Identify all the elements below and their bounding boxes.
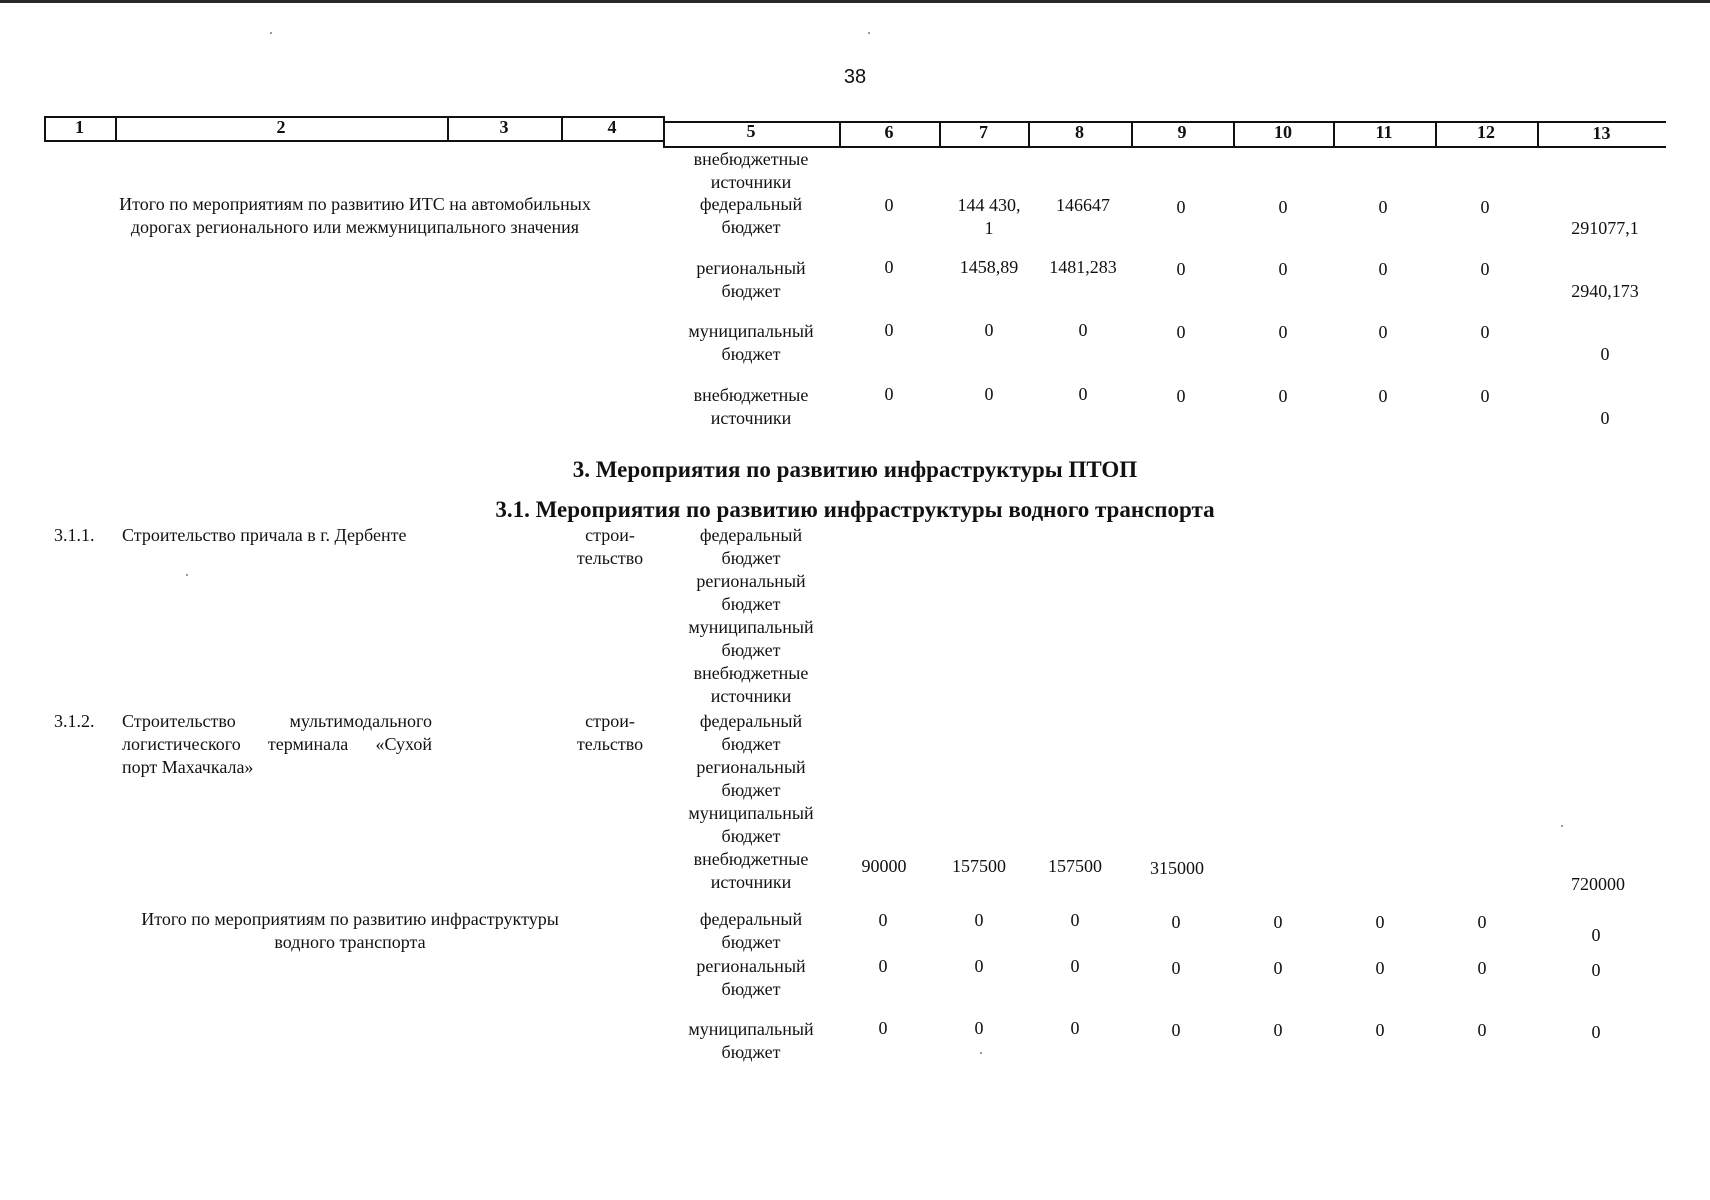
source-label-line: внебюджетные: [693, 385, 809, 405]
value-cell: 0: [1070, 910, 1080, 930]
source-label: [663, 320, 839, 366]
source-label-line: бюджет: [721, 826, 781, 846]
value-cell: 0: [1171, 912, 1181, 932]
value-cell: 0: [1600, 344, 1610, 364]
source-label-line: источники: [710, 872, 792, 892]
value-cell: 1481,283: [1049, 257, 1117, 277]
value-cell: 157500: [952, 856, 1006, 876]
source-label-line: федеральный: [699, 525, 803, 545]
source-label-line: федеральный: [699, 711, 803, 731]
source-label-line: региональный: [696, 956, 806, 976]
item-code: 3.1.1.: [54, 525, 95, 545]
value-cell: 146647: [1056, 195, 1110, 215]
source-list: [663, 710, 839, 894]
header-cell: 11: [1375, 122, 1393, 142]
value-cell: 0: [1176, 259, 1186, 279]
label-line: Итого по мероприятиям по развитию инфраструктуры: [141, 909, 559, 929]
source-label-line: бюджет: [721, 780, 781, 800]
page-number: 38: [843, 66, 867, 88]
item-name: Строительство причала в г. Дербенте: [122, 525, 407, 545]
header-cell: 1: [75, 117, 84, 137]
water-total-label: [90, 908, 610, 954]
source-label-line: бюджет: [721, 344, 781, 364]
section-title: 3. Мероприятия по развитию инфраструктуры ПТОП: [572, 457, 1138, 482]
header-cell: 9: [1177, 122, 1187, 142]
value-cell: 0: [1480, 197, 1490, 217]
value-cell: 0: [878, 910, 888, 930]
source-label: [663, 193, 839, 239]
source-label-line: федеральный: [699, 909, 803, 929]
item-name-line: логистического терминала «Сухой: [122, 734, 432, 754]
source-label-line: бюджет: [721, 281, 781, 301]
item-type-line: тельство: [576, 734, 644, 754]
value-cell: 0: [984, 384, 994, 404]
value-cell: 0: [1477, 912, 1487, 932]
item-code: 3.1.2.: [54, 711, 95, 731]
value-cell: 0: [1171, 958, 1181, 978]
source-label-line: источники: [710, 172, 792, 192]
value-cell: 0: [1171, 1020, 1181, 1040]
source-label: [663, 148, 839, 194]
item-type-line: строи-: [585, 711, 635, 731]
source-label-line: федеральный: [699, 194, 803, 214]
value-cell: 0: [1375, 1020, 1385, 1040]
value-cell: 0: [1375, 912, 1385, 932]
label-line: Итого по мероприятиям по развитию ИТС на автомобильных: [119, 194, 591, 214]
value-cell: 157500: [1048, 856, 1102, 876]
source-label: [663, 257, 839, 303]
source-label-line: муниципальный: [688, 321, 814, 341]
value-cell: 0: [974, 956, 984, 976]
source-label-line: внебюджетные: [693, 663, 809, 683]
value-cell: 0: [1273, 1020, 1283, 1040]
item-name-line: порт Махачкала»: [122, 757, 254, 777]
value-cell: 0: [1278, 322, 1288, 342]
header-cell: 8: [1075, 122, 1084, 142]
value-cell: 0: [1375, 958, 1385, 978]
value-cell: 291077,1: [1571, 218, 1639, 238]
value-cell: 0: [1378, 197, 1388, 217]
source-label-line: региональный: [696, 757, 806, 777]
item-name-line: Строительство мультимодального: [122, 711, 432, 731]
value-cell: 0: [1278, 197, 1288, 217]
value-cell: 0: [1176, 322, 1186, 342]
source-label: [663, 1018, 839, 1064]
header-cell: 2: [276, 117, 286, 137]
header-cell: 7: [979, 122, 988, 142]
value-cell: 0: [1378, 386, 1388, 406]
header-cell: 4: [607, 117, 617, 137]
value-cell: 0: [974, 910, 984, 930]
source-label-line: бюджет: [721, 932, 781, 952]
value-cell: 0: [1078, 384, 1088, 404]
source-label-line: муниципальный: [688, 803, 814, 823]
value-cell: 0: [974, 1018, 984, 1038]
value-cell: 0: [878, 1018, 888, 1038]
source-label: [663, 384, 839, 430]
scan-speck: [186, 574, 188, 576]
source-label-line: источники: [710, 408, 792, 428]
source-label-line: бюджет: [721, 1042, 781, 1062]
value-cell: 1: [984, 218, 994, 238]
value-cell: 0: [878, 956, 888, 976]
value-cell: 0: [1477, 958, 1487, 978]
source-label-line: бюджет: [721, 734, 781, 754]
value-cell: 0: [1378, 322, 1388, 342]
item-type: [555, 710, 665, 756]
value-cell: 0: [1600, 408, 1610, 428]
value-cell: 0: [1378, 259, 1388, 279]
value-cell: 0: [1078, 320, 1088, 340]
source-label-line: региональный: [696, 258, 806, 278]
value-cell: 1458,89: [959, 257, 1019, 277]
source-label: [663, 908, 839, 954]
label-line: дорогах регионального или межмуниципального значения: [130, 217, 580, 237]
value-cell: 0: [884, 384, 894, 404]
value-cell: 0: [1278, 259, 1288, 279]
scan-speck: [980, 1052, 982, 1054]
source-label-line: источники: [710, 686, 792, 706]
page-top-border: [0, 0, 1710, 3]
value-cell: 0: [1591, 1022, 1601, 1042]
header-cell: 6: [884, 122, 894, 142]
scan-speck: [270, 32, 272, 34]
source-list: [663, 524, 839, 708]
value-cell: 0: [884, 320, 894, 340]
value-cell: 144 430,: [957, 195, 1021, 215]
header-line: [44, 140, 664, 142]
header-cell: 5: [746, 121, 756, 141]
value-cell: 0: [884, 195, 894, 215]
value-cell: 720000: [1571, 874, 1625, 894]
source-label-line: бюджет: [721, 548, 781, 568]
source-label-line: бюджет: [721, 217, 781, 237]
value-cell: 0: [884, 257, 894, 277]
scan-speck: [868, 32, 870, 34]
value-cell: 0: [1273, 912, 1283, 932]
header-cell: 10: [1274, 122, 1292, 142]
item-type: [555, 524, 665, 570]
source-label-line: внебюджетные: [693, 149, 809, 169]
item-name: [122, 710, 432, 779]
source-label-line: бюджет: [721, 640, 781, 660]
table-header-row: [44, 116, 1666, 143]
value-cell: 0: [1070, 956, 1080, 976]
source-label-line: внебюджетные: [693, 849, 809, 869]
value-cell: 0: [1480, 386, 1490, 406]
header-cell: 13: [1592, 123, 1611, 143]
source-label-line: бюджет: [721, 594, 781, 614]
its-total-label: [60, 193, 650, 239]
value-cell: 0: [1176, 197, 1186, 217]
source-label-line: муниципальный: [688, 1019, 814, 1039]
source-label: [663, 955, 839, 1001]
scan-speck: [1561, 825, 1563, 827]
header-cell: 12: [1477, 122, 1495, 142]
source-label-line: бюджет: [721, 979, 781, 999]
value-cell: 0: [1591, 925, 1601, 945]
value-cell: 0: [1278, 386, 1288, 406]
value-cell: 0: [1591, 960, 1601, 980]
value-cell: 0: [1477, 1020, 1487, 1040]
header-cell: 3: [499, 117, 509, 137]
value-cell: 0: [984, 320, 994, 340]
value-cell: 315000: [1150, 858, 1204, 878]
source-label-line: муниципальный: [688, 617, 814, 637]
source-label-line: региональный: [696, 571, 806, 591]
value-cell: 0: [1273, 958, 1283, 978]
value-cell: 2940,173: [1571, 281, 1639, 301]
item-type-line: строи-: [585, 525, 635, 545]
value-cell: 90000: [861, 856, 907, 876]
value-cell: 0: [1480, 322, 1490, 342]
label-line: водного транспорта: [274, 932, 426, 952]
value-cell: 0: [1480, 259, 1490, 279]
value-cell: 0: [1070, 1018, 1080, 1038]
value-cell: 0: [1176, 386, 1186, 406]
subsection-title: 3.1. Мероприятия по развитию инфраструктуры водного транспорта: [495, 497, 1215, 522]
item-type-line: тельство: [576, 548, 644, 568]
